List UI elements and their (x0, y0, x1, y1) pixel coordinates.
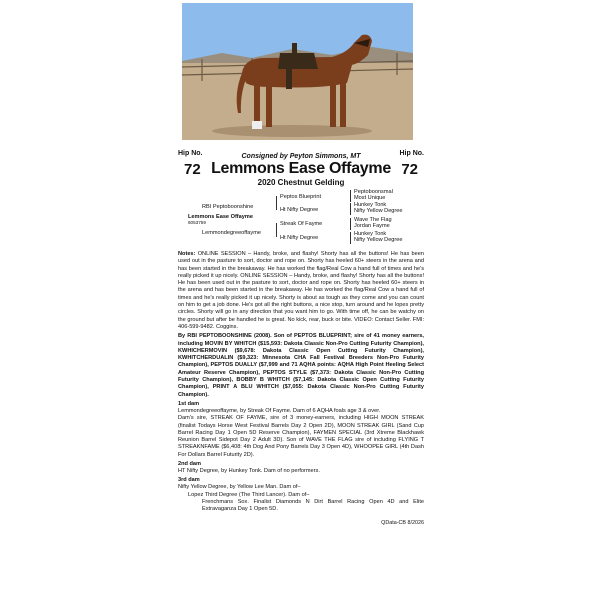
hip-label-left: Hip No. (178, 150, 203, 157)
horse-photo (182, 3, 413, 140)
sire-section-text: By RBI PEPTOBOONSHINE (2008). Son of PEPTOS BLUEPRINT; sire of 41 money earners, including MOVIN BY WHITCH ($15,593: Dakota Classic Non-Pro Cutting Futurity Champion), KWHICHERMOVIN ($9,678: Dakota Classic Open Cutting Futurity Champion), KWHITCHERDUALIN ($9,323: Minnesota CHA Fall Festival Breeders Non-Pro Futurity Champion), PEPTOS DUALLY ($7,999 and 71 AQHA points: AQHA High Point Heeling Select Amateur Reserve Champion), PEPTOS STYLE ($7,373: Dakota Classic Non-Pro Cutting Futurity Champion), BOBBY B WHITCH ($7,145: Dakota Classic Open Cutting Futurity Champion), PRINT A BLU WHITCH ($7,055: Dakota Classic Non-Pro Cutting Futurity Champion). (178, 333, 424, 398)
hip-number-left: 72 (184, 161, 201, 178)
horse-photo-art (182, 3, 413, 140)
pedigree-dss: Wave The Flag (354, 217, 392, 223)
pedigree-dsd: Jordan Fayme (354, 223, 390, 229)
third-dam-line1: Nifty Yellow Degree, by Yellow Lee Man. Dam of– (178, 484, 301, 491)
bracket-dam (276, 223, 277, 237)
header (178, 150, 424, 190)
pedigree-ds: Streak Of Fayme (280, 221, 323, 227)
bracket-sd (350, 203, 351, 215)
third-dam-label: 3rd dam (178, 477, 200, 484)
third-dam-line3: Frenchmans Sox. Finalist Diamonds N Dirt Barrel Racing Open 4D and Elite Extravaganza Day 1 Open 5D. (202, 498, 424, 513)
bracket-dd (350, 232, 351, 244)
pedigree-ddd: Nifty Yellow Degree (354, 237, 403, 243)
bracket-sire (276, 196, 277, 210)
footer-code: QData-CB 8/2026 (381, 519, 424, 526)
horse-name: Lemmons Ease Offayme (211, 160, 391, 177)
pedigree-chart (178, 190, 424, 248)
pedigree-sdd: Nifty Yellow Degree (354, 208, 403, 214)
horse-subtitle: 2020 Chestnut Gelding (257, 178, 345, 187)
bracket-ds (350, 218, 351, 230)
first-dam-text: Lemmondegreeoffayme, by Streak Of Fayme. Dam of 6 AQHA foals age 3 & over. (178, 407, 381, 414)
pedigree-sss: Peptoboonsmal (354, 189, 393, 195)
catalog-page (178, 150, 424, 526)
pedigree-sds: Hunkey Tonk (354, 202, 387, 208)
third-dam-line2: Lopez Third Degree (The Third Lancer). Dam of– (188, 491, 310, 498)
bracket-ss (350, 190, 351, 202)
pedigree-ss: Peptos Blueprint (280, 194, 322, 200)
second-dam-text: HT Nifty Degree, by Hunkey Tonk. Dam of no performers. (178, 468, 320, 475)
notes-text: ONLINE SESSION – Handy, broke, and flashy! Shorty has all the buttons! He has been used out in the pasture to sort, doctor and rope on. Shorty has heeled 60+ steers in the arena and has been started in the breakaway. He has worked the flag/Real Cow a hand full of times and he's really picked it up nicely. ONLINE SESSION – Handy, broke, and flashy! Shorty has all the buttons! He has been used out in the pasture to sort, doctor and rope on. Shorty has heeled 60+ steers in the arena and has been started in the breakaway. He has worked the flag/Real Cow a hand full of times and he's really picked it up nicely. Shorty is about as tough as they come and you can count on him to get a job done. He's got all the right buttons, a nice stop, turn around and he lopes pretty circles. Shorty will go in any direction that you want him to go. With time off, he can be watchy on the ground but after be handled he is great. No kick, rear, buck or bite. VIDEO: Contact Seller. FMI: 406-599-9482. Coggins. (178, 251, 424, 330)
consignor: Consigned by Peyton Simmons, MT (241, 153, 361, 160)
sire-section (178, 333, 424, 399)
pedigree-reg: 6053759 (188, 220, 206, 225)
hip-label-right: Hip No. (399, 150, 424, 157)
pedigree-horse: Lemmons Ease Offayme (188, 214, 253, 220)
first-dam-sire-text: Dam's sire, STREAK OF FAYME, sire of 3 money-earners, including HIGH MOON STREAK (finalist Todays Horse West Festival Barrels Day 2 Open 2D), MOON STREAK GIRL (Sand Cup Barrel Racing Day 1 Open 5D Reserve Champion), FAYMEN SPECIAL (3rd Xtreme Blackhawk Reunion Barrel Sidepot Day 2 Adult 3D). Son of WAVE THE FLAG sire of including FLYING T STREAKNFAME ($6,408: 4th Dog And Pony Barrels Day 3 Open 4D), WHOOPEE GIRL (4th Dash For Dollars Barrel Futurity 2D). (178, 415, 424, 458)
hip-number-right: 72 (401, 161, 418, 178)
notes (178, 251, 424, 331)
pedigree-dds: Hunkey Tonk (354, 231, 387, 237)
notes-label: Notes: (178, 251, 196, 257)
second-dam-label: 2nd dam (178, 461, 202, 468)
pedigree-sire: RBI Peptoboonshine (202, 204, 254, 210)
first-dam-label: 1st dam (178, 400, 200, 407)
pedigree-dam: Lemmondegreeoffayme (202, 230, 261, 236)
pedigree-sd: Ht Nifty Degree (280, 207, 319, 213)
pedigree-ssd: Most Unique (354, 195, 386, 201)
pedigree-dd: Ht Nifty Degree (280, 235, 319, 241)
